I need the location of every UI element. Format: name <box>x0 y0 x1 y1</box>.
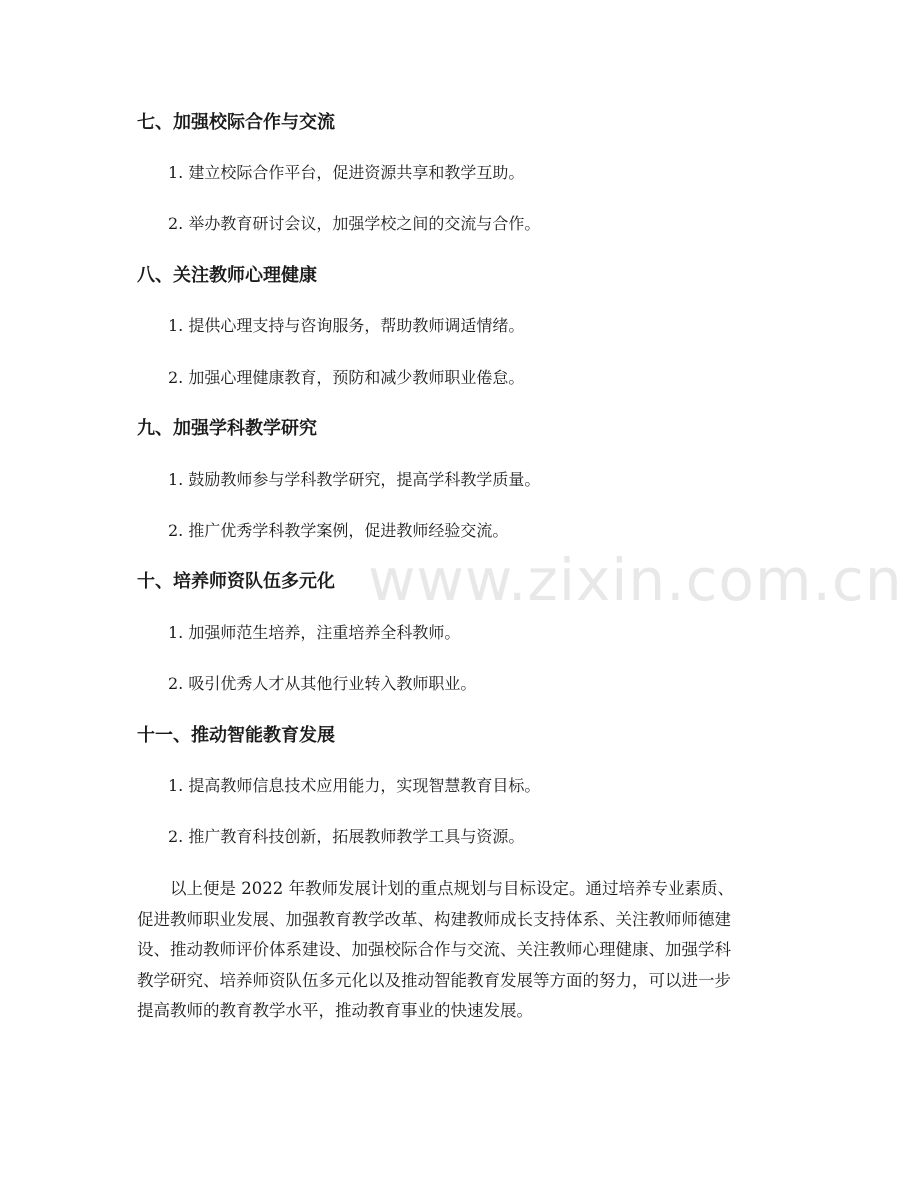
section-heading-10: 十、培养师资队伍多元化 <box>137 571 335 592</box>
section-10-item-2: 2. 吸引优秀人才从其他行业转入教师职业。 <box>168 674 477 693</box>
section-9-item-2: 2. 推广优秀学科教学案例，促进教师经验交流。 <box>168 521 509 540</box>
section-heading-7: 七、加强校际合作与交流 <box>137 112 335 133</box>
watermark: www.zixin.com.cn <box>368 546 903 614</box>
section-11-item-1: 1. 提高教师信息技术应用能力，实现智慧教育目标。 <box>168 776 541 795</box>
summary-paragraph <box>137 874 785 1027</box>
summary-line-2: 促进教师职业发展、加强教育教学改革、构建教师成长支持体系、关注教师师德建 <box>137 909 731 929</box>
section-8-item-1: 1. 提供心理支持与咨询服务，帮助教师调适情绪。 <box>168 316 525 335</box>
section-8-item-2: 2. 加强心理健康教育，预防和减少教师职业倦怠。 <box>168 368 525 387</box>
section-heading-8: 八、关注教师心理健康 <box>137 265 317 286</box>
section-11-item-2: 2. 推广教育科技创新，拓展教师教学工具与资源。 <box>168 827 525 846</box>
section-10-item-1: 1. 加强师范生培养，注重培养全科教师。 <box>168 623 461 642</box>
summary-line-5: 提高教师的教育教学水平，推动教育事业的快速发展。 <box>137 1001 533 1021</box>
section-7-item-2: 2. 举办教育研讨会议，加强学校之间的交流与合作。 <box>168 214 541 233</box>
summary-line-1: 以上便是 2022 年教师发展计划的重点规划与目标设定。通过培养专业素质、 <box>170 879 734 898</box>
section-heading-11: 十一、推动智能教育发展 <box>137 725 335 746</box>
summary-line-3: 设、推动教师评价体系建设、加强校际合作与交流、关注教师心理健康、加强学科 <box>137 940 731 960</box>
summary-line-4: 教学研究、培养师资队伍多元化以及推动智能教育发展等方面的努力，可以进一步 <box>137 970 731 990</box>
section-9-item-1: 1. 鼓励教师参与学科教学研究，提高学科教学质量。 <box>168 470 541 489</box>
section-heading-9: 九、加强学科教学研究 <box>137 418 317 439</box>
section-7-item-1: 1. 建立校际合作平台，促进资源共享和教学互助。 <box>168 163 525 182</box>
